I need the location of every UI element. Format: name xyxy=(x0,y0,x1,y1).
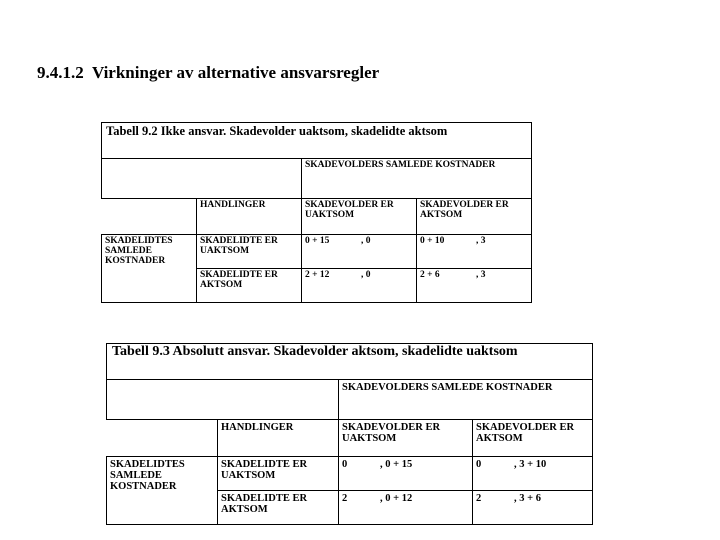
row-header-uaktsom: SKADELIDTE ER UAKTSOM xyxy=(197,235,302,269)
cell-value: , 0 + 15 xyxy=(380,459,413,470)
table-row xyxy=(102,235,532,269)
payoff-cell xyxy=(473,457,593,491)
cell-value: 0 xyxy=(342,459,348,470)
table-title: Tabell 9.3 Absolutt ansvar. Skadevolder aktsom, skadelidte uaktsom xyxy=(107,344,593,380)
payoff-cell xyxy=(302,235,417,269)
table-row xyxy=(107,420,593,457)
cell-value: , 3 xyxy=(476,236,486,246)
cell-value: 0 + 10 xyxy=(420,236,445,246)
payoff-cell xyxy=(417,235,532,269)
row-group-header: SKADELIDTES SAMLEDE KOSTNADER xyxy=(107,457,218,525)
empty-cell xyxy=(107,420,218,457)
empty-corner-cell xyxy=(102,159,302,199)
table-9-3 xyxy=(106,343,593,525)
cell-value: , 3 + 10 xyxy=(514,459,547,470)
row-header-aktsom: SKADELIDTE ER AKTSOM xyxy=(197,269,302,303)
table-title-row xyxy=(107,344,593,380)
table-row xyxy=(107,457,593,491)
table-row xyxy=(102,199,532,235)
table-title: Tabell 9.2 Ikke ansvar. Skadevolder uaktsom, skadelidte aktsom xyxy=(102,123,532,159)
column-header-aktsom: SKADEVOLDER ER AKTSOM xyxy=(417,199,532,235)
cell-value: 2 xyxy=(476,493,482,504)
cell-value: , 0 xyxy=(361,236,371,246)
empty-corner-cell xyxy=(107,380,339,420)
section-heading: 9.4.1.2 Virkninger av alternative ansvarsregler xyxy=(37,63,380,82)
row-header-uaktsom: SKADELIDTE ER UAKTSOM xyxy=(218,457,339,491)
table-9-2 xyxy=(101,122,532,303)
column-header-aktsom: SKADEVOLDER ER AKTSOM xyxy=(473,420,593,457)
payoff-cell xyxy=(302,269,417,303)
payoff-cell xyxy=(473,491,593,525)
cell-value: , 0 + 12 xyxy=(380,493,413,504)
column-group-header: SKADEVOLDERS SAMLEDE KOSTNADER xyxy=(302,159,532,199)
column-header-uaktsom: SKADEVOLDER ER UAKTSOM xyxy=(302,199,417,235)
actions-header: HANDLINGER xyxy=(197,199,302,235)
cell-value: 0 + 15 xyxy=(305,236,330,246)
row-header-aktsom: SKADELIDTE ER AKTSOM xyxy=(218,491,339,525)
empty-cell xyxy=(102,199,197,235)
row-group-header: SKADELIDTES SAMLEDE KOSTNADER xyxy=(102,235,197,303)
payoff-cell xyxy=(339,491,473,525)
table-row xyxy=(102,159,532,199)
payoff-cell xyxy=(339,457,473,491)
cell-value: 2 + 6 xyxy=(420,270,440,280)
table-title-row xyxy=(102,123,532,159)
cell-value: , 0 xyxy=(361,270,371,280)
cell-value: 2 xyxy=(342,493,348,504)
cell-value: 0 xyxy=(476,459,482,470)
column-header-uaktsom: SKADEVOLDER ER UAKTSOM xyxy=(339,420,473,457)
cell-value: , 3 + 6 xyxy=(514,493,541,504)
cell-value: , 3 xyxy=(476,270,486,280)
payoff-cell xyxy=(417,269,532,303)
actions-header: HANDLINGER xyxy=(218,420,339,457)
table-row xyxy=(107,380,593,420)
column-group-header: SKADEVOLDERS SAMLEDE KOSTNADER xyxy=(339,380,593,420)
cell-value: 2 + 12 xyxy=(305,270,330,280)
